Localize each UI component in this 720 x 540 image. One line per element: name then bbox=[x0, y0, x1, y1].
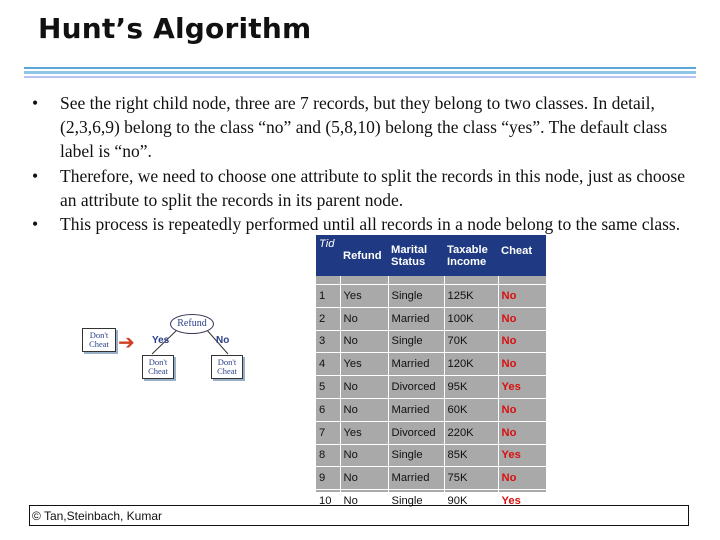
cell-refund: Yes bbox=[340, 353, 388, 376]
table-row bbox=[316, 444, 546, 467]
cell-cheat: Yes bbox=[498, 490, 546, 513]
cell-taxable-income: 75K bbox=[444, 467, 498, 490]
header-marital-status: Marital Status bbox=[388, 235, 444, 276]
cell-taxable-income: 70K bbox=[444, 330, 498, 353]
cell-refund: No bbox=[340, 444, 388, 467]
table-row bbox=[316, 353, 546, 376]
cell-tid: 5 bbox=[316, 376, 340, 399]
cell-refund: No bbox=[340, 376, 388, 399]
cell-taxable-income: 220K bbox=[444, 421, 498, 444]
table-header-row bbox=[316, 235, 546, 276]
cell-refund: Yes bbox=[340, 285, 388, 308]
training-data-table bbox=[316, 235, 546, 508]
table-row bbox=[316, 421, 546, 444]
bullet-icon: • bbox=[32, 214, 39, 235]
cell-cheat: No bbox=[498, 285, 546, 308]
cell-tid: 3 bbox=[316, 330, 340, 353]
table-row bbox=[316, 467, 546, 490]
header-taxable-income: Taxable Income bbox=[444, 235, 498, 276]
bullet-item bbox=[30, 91, 690, 164]
table-row bbox=[316, 398, 546, 421]
cell-taxable-income: 100K bbox=[444, 307, 498, 330]
cell-refund: No bbox=[340, 330, 388, 353]
header-tid: Tid bbox=[316, 235, 340, 276]
cell-tid: 2 bbox=[316, 307, 340, 330]
cell-tid: 1 bbox=[316, 285, 340, 308]
bullet-text: Therefore, we need to choose one attribute to split the records in this node, just as choose an attribute to split the records in its parent node. bbox=[60, 165, 685, 210]
cell-marital-status: Divorced bbox=[388, 421, 444, 444]
table-row bbox=[316, 376, 546, 399]
cell-refund: No bbox=[340, 398, 388, 421]
cell-refund: No bbox=[340, 490, 388, 513]
table-row bbox=[316, 285, 546, 308]
copyright-footer: © Tan,Steinbach, Kumar bbox=[29, 505, 689, 526]
cell-cheat: No bbox=[498, 398, 546, 421]
cell-cheat: Yes bbox=[498, 376, 546, 399]
tree-leaf-yes: Don't Cheat bbox=[142, 355, 174, 379]
cell-marital-status: Married bbox=[388, 398, 444, 421]
cell-taxable-income: 125K bbox=[444, 285, 498, 308]
cell-marital-status: Married bbox=[388, 353, 444, 376]
title-divider-2 bbox=[24, 71, 696, 74]
cell-marital-status: Single bbox=[388, 285, 444, 308]
cell-taxable-income: 90K bbox=[444, 490, 498, 513]
edge-yes-label: Yes bbox=[152, 335, 170, 346]
cell-cheat: No bbox=[498, 421, 546, 444]
cell-refund: No bbox=[340, 307, 388, 330]
tree-leaf-no: Don't Cheat bbox=[211, 355, 243, 379]
cell-cheat: Yes bbox=[498, 444, 546, 467]
cell-marital-status: Married bbox=[388, 307, 444, 330]
cell-cheat: No bbox=[498, 307, 546, 330]
cell-taxable-income: 120K bbox=[444, 353, 498, 376]
header-cheat: Cheat bbox=[498, 235, 546, 276]
bullet-icon: • bbox=[32, 93, 39, 113]
cell-refund: No bbox=[340, 467, 388, 490]
cell-marital-status: Single bbox=[388, 444, 444, 467]
cell-refund: Yes bbox=[340, 421, 388, 444]
bullet-text: See the right child node, three are 7 records, but they belong to two classes. In detail, (2,3,6,9) belong to the class “no” and (5,8,10) belong the class “yes”. The default class label is “no”. bbox=[60, 93, 668, 162]
bullet-icon: • bbox=[32, 165, 39, 186]
cell-marital-status: Divorced bbox=[388, 376, 444, 399]
cell-tid: 6 bbox=[316, 398, 340, 421]
table-row bbox=[316, 307, 546, 330]
cell-taxable-income: 85K bbox=[444, 444, 498, 467]
cell-marital-status: Single bbox=[388, 490, 444, 513]
header-refund: Refund bbox=[340, 235, 388, 276]
arrow-icon: ➔ bbox=[118, 330, 135, 354]
cell-tid: 8 bbox=[316, 444, 340, 467]
cell-marital-status: Single bbox=[388, 330, 444, 353]
table-row bbox=[316, 330, 546, 353]
bullet-item bbox=[30, 212, 690, 236]
bullet-item bbox=[30, 164, 690, 212]
cell-taxable-income: 95K bbox=[444, 376, 498, 399]
cell-tid: 9 bbox=[316, 467, 340, 490]
tree-leaf-left: Don't Cheat bbox=[82, 328, 116, 352]
bullet-list bbox=[30, 91, 690, 236]
cell-tid: 7 bbox=[316, 421, 340, 444]
cell-cheat: No bbox=[498, 330, 546, 353]
tree-root-refund: Refund bbox=[170, 314, 214, 334]
slide-title: Hunt’s Algorithm bbox=[38, 12, 312, 45]
decision-tree bbox=[78, 308, 248, 388]
cell-marital-status: Married bbox=[388, 467, 444, 490]
bullet-text: This process is repeatedly performed until all records in a node belong to the same class. bbox=[60, 214, 681, 235]
cell-tid: 4 bbox=[316, 353, 340, 376]
cell-cheat: No bbox=[498, 467, 546, 490]
cell-taxable-income: 60K bbox=[444, 398, 498, 421]
title-divider-3 bbox=[24, 76, 696, 78]
title-divider bbox=[24, 67, 696, 69]
cell-cheat: No bbox=[498, 353, 546, 376]
edge-no-label: No bbox=[216, 335, 230, 346]
cell-tid: 10 bbox=[316, 490, 340, 513]
